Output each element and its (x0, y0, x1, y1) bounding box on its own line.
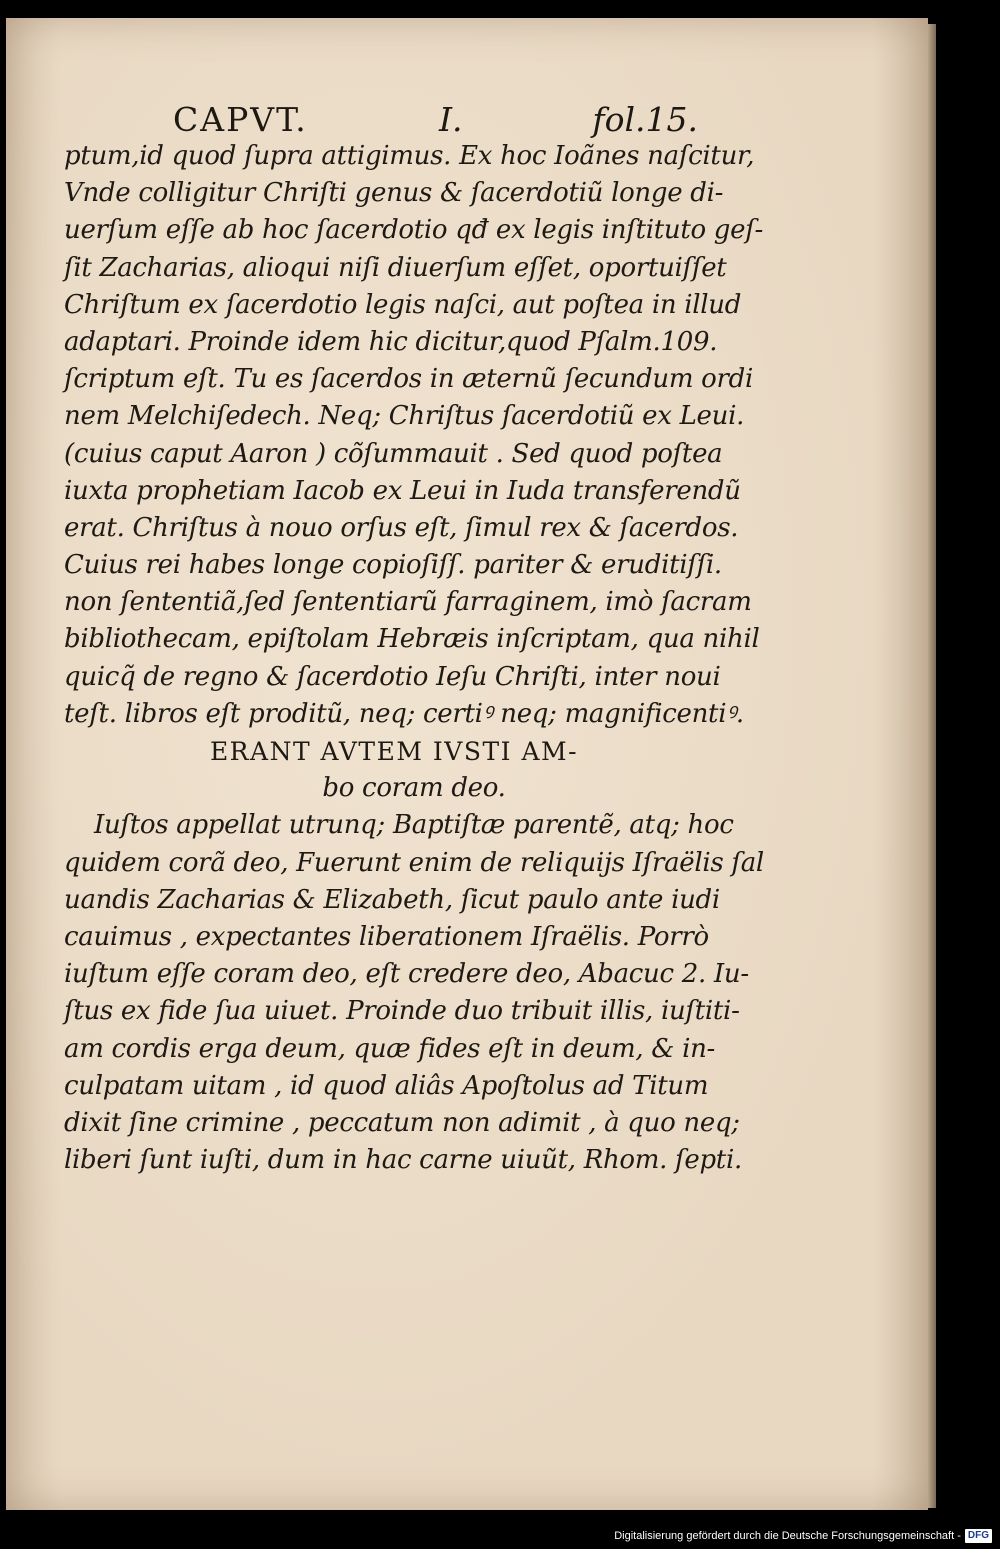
text-line: teſt. libros eſt proditũ, neq; certiꝰ neq; magnificentiꝰ. (64, 698, 744, 729)
text-line: Vnde colligitur Chriſti genus & ſacerdotiũ longe di- (64, 178, 724, 209)
footer-text: Digitalisierung gefördert durch die Deutsche Forschungsgemeinschaft - (614, 1530, 961, 1542)
header-chapter: CAPVT. (173, 100, 308, 139)
text-line: non ſententiã,ſed ſententiarũ farraginem, imò ſacram (64, 587, 752, 618)
section-heading-line: ERANT AVTEM IVSTI AM- (209, 737, 579, 766)
text-line: ptum,id quod ſupra attigimus. Ex hoc Ioãnes naſcitur, (64, 141, 755, 171)
text-line: cauimus , expectantes liberationem Iſraëlis. Porrò (64, 921, 709, 952)
text-line: quidem corã deo, Fuerunt enim de reliquijs Iſraëlis ſal (64, 847, 764, 878)
dfg-logo: DFG (965, 1529, 992, 1543)
text-line: Chriſtum ex ſacerdotio legis naſci, aut poſtea in illud (64, 289, 742, 320)
text-line: Cuius rei habes longe copioſiſſ. pariter & eruditiſſi. (64, 550, 722, 581)
text-line: liberi ſunt iuſti, dum in hac carne uiuũt, Rhom. ſepti. (64, 1145, 742, 1176)
text-line: Iuſtos appellat utrunq; Baptiſtæ parentẽ, atq; hoc (94, 810, 734, 841)
text-line: ſit Zacharias, alioqui niſi diuerſum eſſet, oportuiſſet (64, 252, 727, 283)
section-heading-line: bo coram deo. (322, 773, 506, 804)
text-line: am cordis erga deum, quæ fides eſt in deum, & in- (64, 1033, 716, 1064)
text-line: erat. Chriſtus à nouo orſus eſt, ſimul rex & ſacerdos. (64, 512, 739, 543)
page-edge (928, 24, 936, 1508)
text-line: adaptari. Proinde idem hic dicitur,quod Pſalm.109. (64, 326, 718, 357)
text-line: dixit ſine crimine , peccatum non adimit , à quo neq; (64, 1107, 740, 1138)
text-line: (cuius caput Aaron ) cõſummauit . Sed quod poſtea (64, 438, 723, 469)
text-line: nem Melchiſedech. Neq; Chriſtus ſacerdotiũ ex Leui. (64, 401, 745, 432)
text-line: uerſum eſſe ab hoc ſacerdotio qđ ex legis inſtituto geſ- (64, 215, 764, 246)
body-text (64, 138, 764, 1179)
header-folio: fol.15. (592, 100, 698, 139)
text-line: culpatam uitam , id quod aliâs Apoſtolus ad Titum (64, 1070, 709, 1101)
text-line: bibliothecam, epiſtolam Hebræis inſcriptam, qua nihil (64, 624, 760, 655)
text-line: ſcriptum eſt. Tu es ſacerdos in æternũ ſecundum ordi (64, 364, 754, 395)
text-line: iuxta prophetiam Iacob ex Leui in Iuda transferendũ (64, 475, 741, 506)
footer-credit (614, 1527, 992, 1545)
text-line: quicq̃ de regno & ſacerdotio Ieſu Chriſti, inter noui (64, 661, 721, 692)
header-chapter-number: I. (439, 100, 463, 139)
text-line: iuſtum eſſe coram deo, eſt credere deo, Abacuc 2. Iu- (64, 959, 749, 990)
text-line: ſtus ex fide ſua uiuet. Proinde duo tribuit illis, iuſtiti- (64, 996, 740, 1027)
text-line: uandis Zacharias & Elizabeth, ſicut paulo ante iudi (64, 884, 720, 915)
